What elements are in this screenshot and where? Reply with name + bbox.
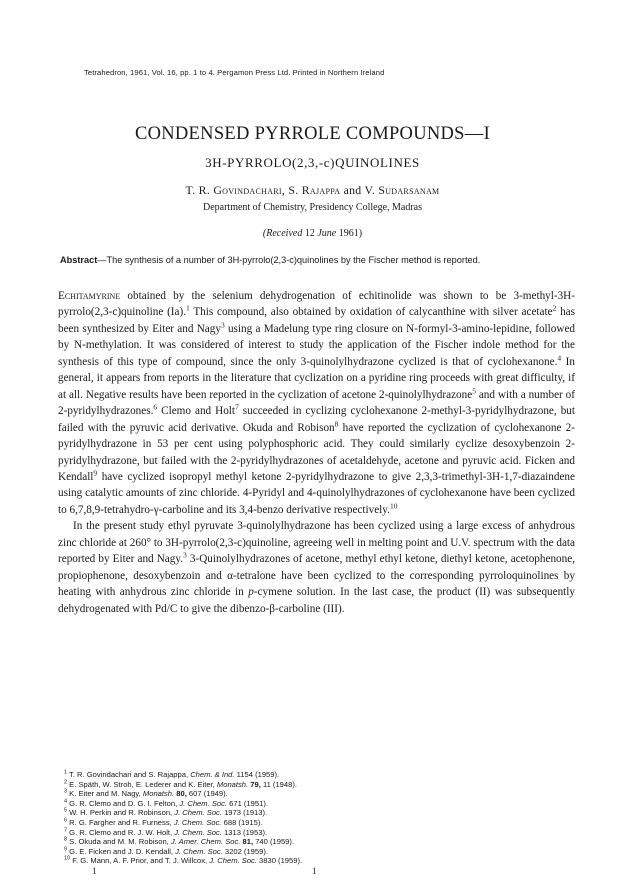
reference-marker: 5 xyxy=(472,385,476,395)
author-1-name: Govindachari xyxy=(213,183,282,197)
sentence: Clemo and Holt xyxy=(157,405,236,418)
received-day: 12 xyxy=(304,228,315,239)
footnote-number: 5 xyxy=(64,807,68,814)
footnote xyxy=(64,799,584,809)
reference-marker: 9 xyxy=(93,468,98,478)
footnote-authors: W. H. Perkin and R. Robinson, xyxy=(67,808,175,818)
footnote-authors: K. Eiter and M. Nagy, xyxy=(67,789,143,799)
author-3-name: Sudarsanam xyxy=(378,183,440,197)
reference-marker: 7 xyxy=(235,402,239,412)
footnote-volume: 80, xyxy=(174,789,187,799)
sentence: and with a number of 2-pyridylhydrazones. xyxy=(58,388,575,418)
footnote-pages: 3202 (1959). xyxy=(222,846,268,856)
sentence: 3-Quinolylhydrazones of acetone, methyl ethyl ketone, diethyl ketone, acetophenone, propiophenone, desoxybenzoin and α-tetralone have been cyclized to the corresponding pyrroloquinolines by heating with anhydrous zinc chloride in xyxy=(58,553,575,599)
sentence: In the present study ethyl pyruvate 3-quinolylhydrazone has been cyclized using a large excess of anhydrous zinc chloride at 260° to 3H-pyrrolo(2,3-c)quinoline, agreeing well in melting point and U.V. spectrum with the data reported by Eiter and Nagy. xyxy=(58,520,575,566)
footnote-journal: J. Chem. Soc. xyxy=(173,817,222,827)
footnote-pages: 1313 (1953). xyxy=(221,827,268,837)
footnote xyxy=(64,856,584,866)
footnote-authors: R. G. Fargher and R. Furness, xyxy=(67,817,174,827)
footnote-number: 4 xyxy=(64,798,68,805)
footnote-journal: J. Chem. Soc. xyxy=(174,808,222,818)
paragraph-1 xyxy=(58,288,575,518)
reference-marker: 3 xyxy=(183,550,187,560)
sentence: have cyclized isopropyl methyl ketone 2-pyridylhydrazone to give 2,3,3-trimethyl-3H-1,7-diazaindene using catalytic amounts of zinc chloride. 4-Pyridyl and 4-quinolylhydrazones of cyclohexanone have been cyclized to 6,7,8,9-tetrahydro-γ-carboline and its 3,4-benzo derivative respectively. xyxy=(58,470,575,516)
footnote-number: 6 xyxy=(64,817,68,824)
footnote-pages: 740 (1959). xyxy=(253,837,295,847)
footnote xyxy=(64,789,584,799)
reference-marker: 2 xyxy=(552,303,557,313)
reference-marker: 8 xyxy=(334,418,339,428)
reference-marker: 10 xyxy=(389,501,398,511)
footnote-number: 2 xyxy=(64,779,68,786)
footnote xyxy=(64,837,584,847)
received-year: 1961) xyxy=(336,228,363,239)
footnote-authors: F. G. Mann, A. F. Prior, and T. J. Willcox, xyxy=(70,856,210,866)
footnote-volume: 79, xyxy=(248,779,261,789)
received-label: (Received xyxy=(262,228,305,239)
footnote-authors: G. E. Ficken and J. D. Kendall, xyxy=(67,846,176,856)
footnote-pages: 607 (1949). xyxy=(186,789,228,799)
footnote-number: 9 xyxy=(64,846,68,853)
author-2-name: Rajappa xyxy=(301,183,341,197)
reference-marker: 3 xyxy=(220,320,225,330)
received-date xyxy=(0,228,625,239)
footnote-list xyxy=(64,770,584,866)
sentence: have reported the cyclization of cyclohexanone 2-pyridylhydrazone in 53 per cent using polyphosphoric acid. They could similarly cyclize desoxybenzoin 2-pyridylhydrazone, but failed with the 2-pyridylhydrazones of acetaldehyde, acetone and pyruvic acid. Ficken and Kendall xyxy=(58,421,575,483)
footnote xyxy=(64,847,584,857)
journal-citation-line: Tetrahedron, 1961, Vol. 16, pp. 1 to 4. Pergamon Press Ltd. Printed in Northern Ireland xyxy=(84,68,385,77)
footnote xyxy=(64,770,584,780)
footnote-journal: J. Chem. Soc. xyxy=(209,856,257,866)
italic-letter: p xyxy=(248,586,254,599)
footnote-pages: 11 (1948). xyxy=(260,779,297,789)
footnote-number: 1 xyxy=(64,769,68,776)
footnote-pages: 688 (1915). xyxy=(221,817,263,827)
author-1-initials: T. R. xyxy=(185,183,214,197)
footnote-pages: 671 (1951). xyxy=(227,798,268,808)
footnote-number: 7 xyxy=(64,827,68,834)
sentence: This compound, also obtained by oxidation of calycanthine with silver acetate xyxy=(189,306,553,319)
page-number-left: 1 xyxy=(92,866,97,876)
footnote-volume: 81, xyxy=(240,837,254,847)
lead-word: Echitamyrine xyxy=(58,290,121,302)
footnote xyxy=(64,780,584,790)
footnote-authors: E. Späth, W. Stroh, E. Lederer and K. Eiter, xyxy=(67,779,217,789)
footnote-journal: J. Chem. Soc. xyxy=(179,798,228,808)
received-month: June xyxy=(314,228,337,239)
paper-title: CONDENSED PYRROLE COMPOUNDS—I xyxy=(134,124,491,144)
sentence: -cymene solution. In the last case, the product (II) was subsequently dehydrogenated with Pd/C to give the dibenzo-β-carboline (III). xyxy=(58,586,575,615)
footnote-authors: T. R. Govindachari and S. Rajappa, xyxy=(67,770,191,779)
footnote-journal: Chem. & Ind. xyxy=(190,770,235,779)
reference-marker: 6 xyxy=(153,402,158,412)
footnote-authors: G. R. Clemo and D. G. I. Felton, xyxy=(67,798,180,808)
footnote xyxy=(64,808,584,818)
abstract-text: —The synthesis of a number of 3H-pyrrolo(2,3-c)quinolines by the Fischer method is reported. xyxy=(97,255,481,265)
footnote-pages: 3830 (1959). xyxy=(256,856,303,866)
footnote-number: 10 xyxy=(64,855,71,862)
footnote-authors: S. Okuda and M. M. Robison, xyxy=(67,837,171,847)
sentence: obtained by the selenium dehydrogenation of echitinolide was shown to be 3-methyl-3H-pyrrolo(2,3-c)quinoline (Ia). xyxy=(58,290,575,319)
author-separator: , S. xyxy=(281,183,302,197)
footnote-number: 3 xyxy=(64,788,68,795)
sentence: succeeded in cyclizing cyclohexanone 2-methyl-3-pyridylhydrazone, but failed with the pyruvic acid derivative. Okuda and Robison xyxy=(58,405,575,434)
abstract xyxy=(60,253,574,267)
page-number-center: 1 xyxy=(312,866,317,876)
sentence: has been synthesized by Eiter and Nagy xyxy=(58,306,575,335)
footnote-number: 8 xyxy=(64,836,68,843)
body-text xyxy=(58,288,575,617)
sentence: In general, it appears from reports in the literature that cyclization on a pyridine ring proceeds with great difficulty, if at all. Negative results have been reported in the cyclization of acetone 2-quinolylhydrazone xyxy=(58,355,576,401)
footnote-pages: 1973 (1913). xyxy=(221,808,268,818)
reference-marker: 4 xyxy=(557,353,562,363)
abstract-label: Abstract xyxy=(60,255,98,265)
footnote-journal: J. Chem. Soc. xyxy=(174,827,222,837)
paragraph-2 xyxy=(58,518,575,617)
footnote-journal: Monatsh. xyxy=(142,789,175,799)
author-list xyxy=(0,183,625,198)
reference-marker: 1 xyxy=(186,303,190,313)
sentence: using a Madelung type ring closure on N-formyl-3-amino-lepidine, followed by N-methylation. It was considered of interest to study the application of the Fischer indole method for the synthesis of this type of compound, since the only 3-quinolylhydrazone cyclized is that of cyclohexanone. xyxy=(58,322,575,368)
footnote-journal: J. Chem. Soc. xyxy=(175,846,223,856)
footnote-pages: 1154 (1959). xyxy=(234,770,280,779)
footnote-authors: G. R. Clemo and R. J. W. Holt, xyxy=(67,827,175,837)
affiliation: Department of Chemistry, Presidency College, Madras xyxy=(202,202,423,213)
footnote-journal: Monatsh. xyxy=(216,779,249,789)
footnote-journal: J. Amer. Chem. Soc. xyxy=(170,837,241,847)
author-separator: and V. xyxy=(340,183,379,197)
footnote xyxy=(64,828,584,838)
paper-subtitle: 3H-PYRROLO(2,3,-c)QUINOLINES xyxy=(205,155,420,170)
footnote xyxy=(64,818,584,828)
